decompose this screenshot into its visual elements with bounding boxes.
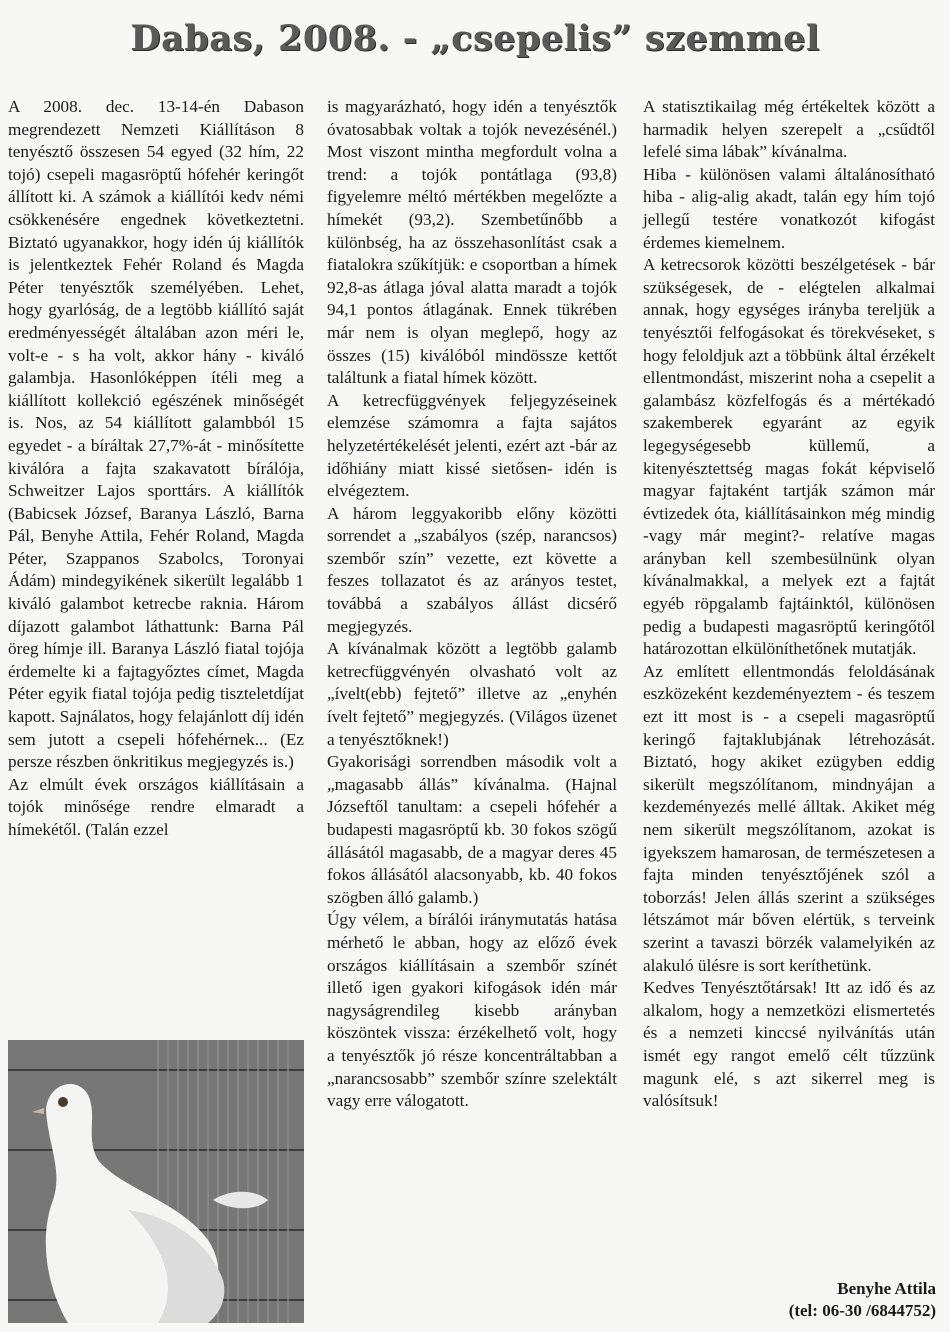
paragraph: is magyarázható, hogy idén a tenyésztők óvatosabbak voltak a tojók nevezésénél.) Most viszont mintha megfordult volna a trend: a tojók pontátlaga (93,8) figyelemre méltó mértékben megelőzte a hímekét (93,2). Szembetűnőbb a különbség, ha az összehasonlítást csak a fiatalokra szűkítjük: e csoportban a hímek 92,8-as átlaga jóval alatta maradt a tojók 94,1 pontos átlagának. Ennek tükrében már nem is olyan meglepő, hogy az összes (15) kiválóból mindössze kettőt találtunk a fiatal hímek között. — [327, 97, 617, 388]
author-name: Benyhe Attila — [837, 1279, 936, 1298]
paragraph: Úgy vélem, a bírálói iránymutatás hatása mérhető le abban, hogy az előző évek országos kiállításain a szembőr színét illető igen gyakori kifogások idén már nagyságrendileg kisebb arányban köszöntek vissza: érzékelhető volt, hogy a tenyésztők jó része koncentráltabban a „narancsosabb” szembőr színre szelektált vagy erre válogatott. — [327, 910, 617, 1111]
paragraph: A három leggyakoribb előny közötti sorrendet a „szabályos (szép, narancsos) szembőr szín” vezette, ezt követte a feszes tollazatot és az arányos testet, továbbá a szabályos állást dicsérő megjegyzés. — [327, 503, 617, 636]
pigeon-photo — [8, 1040, 304, 1323]
paragraph: Az elmúlt évek országos kiállításain a tojók minősége rendre elmaradt a hímekétől. (Talán ezzel — [8, 774, 304, 839]
column-1 — [8, 96, 304, 842]
paragraph: Hiba - különösen valami általánosítható hiba - alig-alig akadt, talán egy hím tojó jellegű testére vonatkozót kifogást érdemes kiemelnem. — [643, 164, 935, 252]
paragraph: Kedves Tenyésztőtársak! Itt az idő és az alkalom, hogy a nemzetközi elismertetés és a nemzeti kinccsé nyilvánítás után ismét egy rangot emelő célt tűzzünk magunk elé, s azt sikerrel meg is valósítsuk! — [643, 978, 935, 1111]
paragraph: Gyakorisági sorrendben második volt a „magasabb állás” kívánalma. (Hajnal Józseftől tanultam: a csepeli hófehér a budapesti magasröptű kb. 30 fokos szögű állásától magasabb, de a magyar deres 45 fokos állásától alacsonyabb, kb. 40 fokos szögben álló galamb.) — [327, 752, 617, 907]
paragraph: A statisztikailag még értékeltek között a harmadik helyen szerepelt a „csűdtől lefelé sima lábak” kívánalma. — [643, 97, 935, 162]
page-title: Dabas, 2008. - „csepelis” szemmel — [130, 18, 820, 59]
column-3 — [643, 96, 935, 1113]
paragraph: A kívánalmak között a legtöbb galamb ketrecfüggvényén olvasható volt az „ívelt(ebb) fejtető” illetve az „enyhén ívelt fejtető” megjegyzés. (Világos üzenet a tenyésztőknek!) — [327, 639, 617, 749]
paragraph: Az említett ellentmondás feloldásának eszközeként kezdeményeztem - és teszem ezt itt most is - a csepeli magasröptű keringő fajtaklubjának létrehozását. Biztató, hogy akiket ezügyben eddig sikerült megszólítanom, mindnyájan a kezdeményezés mellé álltak. Akiket még nem sikerült megszólítanom, azokat is igyekszem hamarosan, de természetesen a fajta minden tenyésztőjének szól a toborzás! Jelen állás szerint a szükséges létszámot már bőven elértük, s terveink szerint a tavaszi börzék valamelyikén az alakuló ülésre is sort keríthetünk. — [643, 661, 935, 975]
author-phone: (tel: 06-30 /6844752) — [788, 1301, 936, 1320]
paragraph: A 2008. dec. 13-14-én Dabason megrendezett Nemzeti Kiállításon 8 tenyésztő összesen 54 egyed (32 hím, 22 tojó) csepeli magasröptű hófehér keringőt állított ki. A számok a kiállítói kedv némi csökkenésére engednek következtetni. Biztató ugyanakkor, hogy idén új kiállítók is jelentkeztek Fehér Roland és Magda Péter tenyésztők személyében. Lehet, hogy gyarlóság, de a legtöbb kiállító saját eredményességét általában azon méri le, volt-e - s ha volt, akkor hány - kiváló galambja. Hasonlóképpen ítéli meg a kiállított kollekció egészének minőségét is. Nos, az 54 kiállított galambból 15 egyedet - a bíráltak 27,7%-át - minősítette kiválóra a fajta szakavatott bírálója, Schweitzer Lajos sporttárs. A kiállítók (Babicsek József, Baranya László, Barna Pál, Benyhe Attila, Fehér Roland, Magda Péter, Szappanos Szabolcs, Toronyai Ádám) mindegyikének sikerült legalább 1 kiváló galambot ketrecbe raknia. Három díjazott galambot láthattunk: Barna Pál öreg hímje ill. Baranya László fiatal tojója érdemelte ki a fajtagyőztes címet, Magda Péter egyik fiatal tojója pedig tiszteletdíjat kapott. Sajnálatos, hogy felajánlott díj idén sem jutott a csepeli hófehérnek... (Ez persze részben önkritikus megjegyzés is.) — [8, 97, 304, 772]
column-2 — [327, 96, 617, 1113]
paragraph: A ketrecfüggvények feljegyzéseinek elemzése számomra a fajta sajátos helyzetértékelését jelenti, ezért azt -bár az időhiány miatt kissé sietősen- idén is elvégeztem. — [327, 390, 617, 501]
paragraph: A ketrecsorok közötti beszélgetések - bár szükségesek, de - elégtelen alkalmai annak, hogy egységes irányba tereljük a tenyésztői felfogásokat és törekvéseket, s hogy feloldjuk azt a többünk által érzékelt ellentmondást, miszerint noha a csepelit a galambász közfelfogás és a mértékadó szakemberek egyaránt az egyik legegységesebb küllemű, a kitenyésztettség magas fokát képviselő magyar fajtaként tartják számon már évtizedek óta, kiállításainkon még mindig -vagy már megint?- relatíve magas arányban kell szembesülnünk olyan kívánalmakkal, a melyek ezt a fajtát egyéb röpgalamb fajtáinktól, különösen pedig a budapesti magasröptű keringőtől határozottan elkülöníthetőnek mutatják. — [643, 255, 935, 659]
